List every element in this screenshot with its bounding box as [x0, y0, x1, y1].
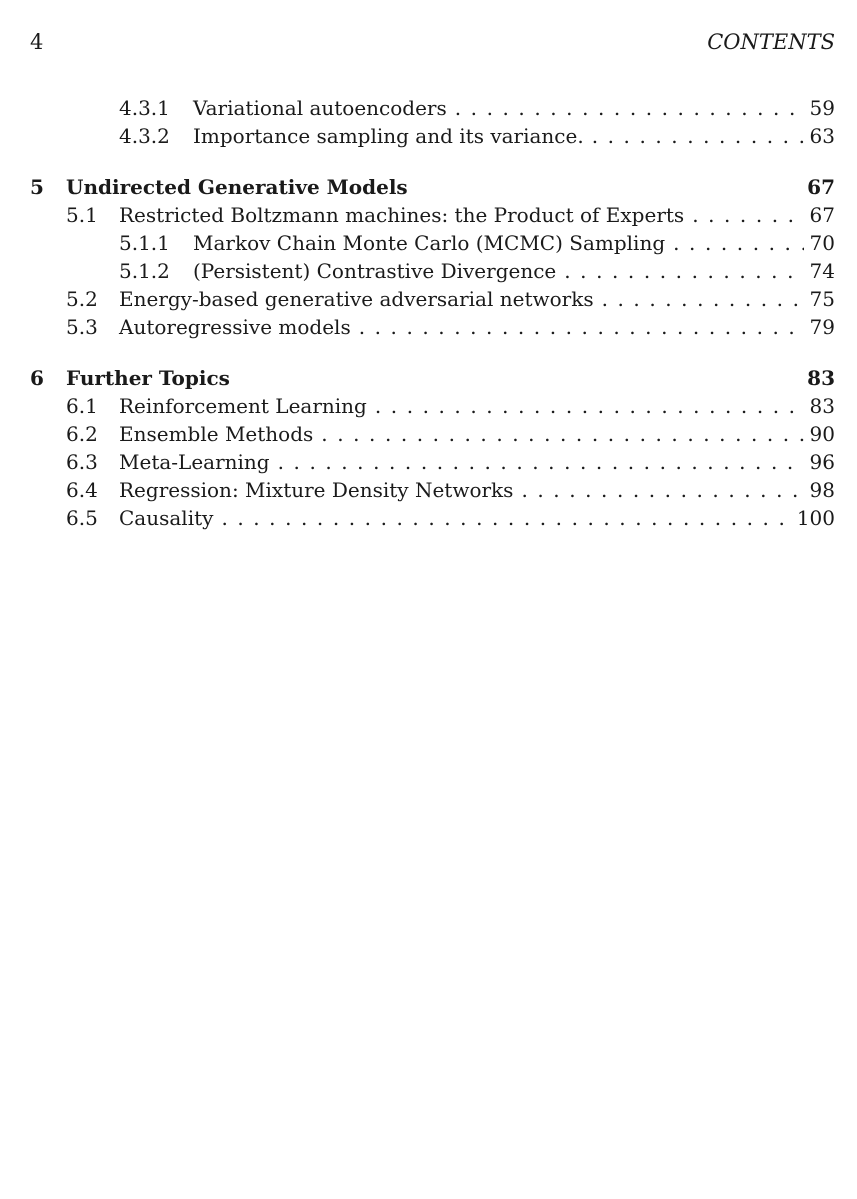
dot-leader: [521, 476, 803, 504]
toc-entry-page: 74: [809, 259, 835, 283]
toc-entry-page: 70: [809, 231, 835, 255]
toc-entry[interactable]: [30, 420, 835, 448]
toc-entry-number: 4.3.1: [119, 96, 170, 120]
toc-entry-page: 79: [809, 315, 835, 339]
toc-entry-title: Energy-based generative adversarial networks: [119, 287, 594, 311]
dot-leader: [221, 504, 790, 532]
toc-chapter-page: 83: [807, 366, 835, 390]
toc-entry-number: 6.2: [66, 422, 98, 446]
toc-entry-page: 75: [809, 287, 835, 311]
toc-entry-title: Variational autoencoders: [193, 96, 447, 120]
toc-chapter-number: 6: [30, 366, 44, 390]
dot-leader: [692, 201, 803, 229]
toc-entry-title: (Persistent) Contrastive Divergence: [193, 259, 557, 283]
dot-leader: [673, 229, 803, 257]
toc-entry[interactable]: [30, 122, 835, 150]
toc-entry-title: Restricted Boltzmann machines: the Product of Experts: [119, 203, 685, 227]
toc-entry-number: 6.1: [66, 394, 98, 418]
dot-leader: [375, 392, 804, 420]
toc-entry-title: Markov Chain Monte Carlo (MCMC) Sampling: [193, 231, 666, 255]
dot-leader: [564, 257, 803, 285]
dot-leader: [278, 448, 804, 476]
toc-entry-title: Importance sampling and its variance.: [193, 124, 584, 148]
running-head: CONTENTS: [707, 30, 835, 54]
toc-chapter[interactable]: [30, 173, 835, 201]
toc-entry-page: 100: [796, 506, 835, 530]
toc-entry-title: Reinforcement Learning: [119, 394, 367, 418]
toc-entry-number: 6.4: [66, 478, 98, 502]
toc-entry-page: 96: [809, 450, 835, 474]
toc-entry[interactable]: [30, 285, 835, 313]
toc-entry-title: Regression: Mixture Density Networks: [119, 478, 514, 502]
toc-entry[interactable]: [30, 257, 835, 285]
toc-entry[interactable]: [30, 201, 835, 229]
toc-entry-title: Autoregressive models: [119, 315, 351, 339]
toc-entry-number: 5.2: [66, 287, 98, 311]
toc-entry[interactable]: [30, 313, 835, 341]
toc-chapter-title: Undirected Generative Models: [66, 175, 408, 199]
dot-leader: [359, 313, 804, 341]
toc-entry[interactable]: [30, 448, 835, 476]
toc-entry-number: 6.3: [66, 450, 98, 474]
dot-leader: [455, 94, 804, 122]
toc-entry-number: 5.3: [66, 315, 98, 339]
dot-leader: [321, 420, 803, 448]
toc-entry-number: 5.1: [66, 203, 98, 227]
page-number: 4: [30, 30, 44, 54]
toc-entry-number: 5.1.1: [119, 231, 170, 255]
toc-entry[interactable]: [30, 392, 835, 420]
toc-entry[interactable]: [30, 476, 835, 504]
toc-entry-title: Meta-Learning: [119, 450, 270, 474]
toc-entry-number: 5.1.2: [119, 259, 170, 283]
dot-leader: [592, 122, 804, 150]
toc-entry-number: 6.5: [66, 506, 98, 530]
page-header: [30, 30, 835, 60]
toc-entry-page: 98: [809, 478, 835, 502]
toc-entry-title: Ensemble Methods: [119, 422, 314, 446]
toc-entry[interactable]: [30, 504, 835, 532]
toc-entry-number: 4.3.2: [119, 124, 170, 148]
dot-leader: [602, 285, 804, 313]
toc-entry-page: 67: [809, 203, 835, 227]
toc-chapter-page: 67: [807, 175, 835, 199]
toc-entry[interactable]: [30, 94, 835, 122]
table-of-contents: [30, 94, 835, 532]
toc-entry-page: 59: [809, 96, 835, 120]
toc-chapter-title: Further Topics: [66, 366, 230, 390]
toc-entry[interactable]: [30, 229, 835, 257]
toc-entry-title: Causality: [119, 506, 214, 530]
toc-entry-page: 83: [809, 394, 835, 418]
toc-chapter[interactable]: [30, 364, 835, 392]
toc-entry-page: 63: [809, 124, 835, 148]
toc-entry-page: 90: [809, 422, 835, 446]
toc-chapter-number: 5: [30, 175, 44, 199]
